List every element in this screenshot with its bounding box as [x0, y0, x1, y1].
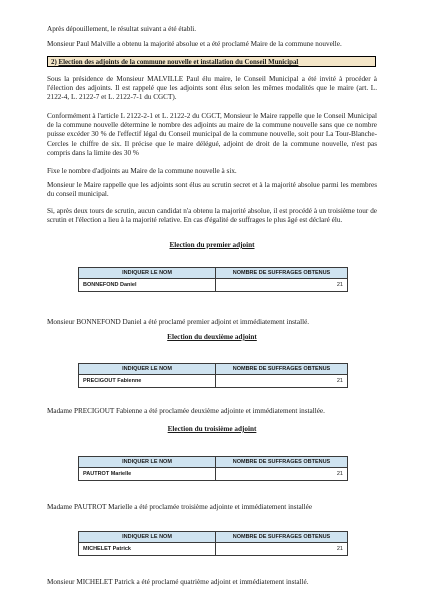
section-title: Election des adjoints de la commune nouvelle et installation du Conseil Municipal [58, 59, 299, 66]
paragraph-conformement: Conformément à l'article L 2122-2-1 et L. 2122-2 du CGCT, Monsieur le Maire rappelle que le Conseil Municipal de la commune nouvelle détermine le nombre des adjoints au maire de la commune nouvelle sans que ce nombre puisse excéder 30 % de l'effectif légal du Conseil municipal de la commune nouvelle, soit pour La Tour-Blanche-Cercles le chiffre de six. Il précise que le maire délégué, adjoint de droit de la commune nouvelle, n'est pas compris dans la limite des 30 % [47, 112, 377, 157]
section-number: 2) [51, 59, 57, 66]
paragraph-tours: Si, après deux tours de scrutin, aucun candidat n'a obtenu la majorité absolue, il est procédé à un troisième tour de scrutin et l'élection a lieu à la majorité relative. En cas d'égalité de suffrages le plus âgé est déclaré élu. [47, 207, 377, 225]
header-votes: NOMBRE DE SUFFRAGES OBTENUS [216, 364, 348, 375]
table-header-row [79, 364, 348, 375]
paragraph-scrutin: Monsieur le Maire rappelle que les adjoints sont élus au scrutin secret et à la majorité absolue parmi les membres du conseil municipal. [47, 181, 377, 199]
vote-table-quatrieme-adjoint [78, 531, 348, 556]
header-votes: NOMBRE DE SUFFRAGES OBTENUS [216, 532, 348, 543]
header-name: INDIQUER LE NOM [79, 364, 216, 375]
section-heading [47, 56, 376, 67]
proclamation-troisieme-adjoint: Madame PAUTROT Marielle a été proclamée troisième adjointe et immédiatement installée [47, 503, 313, 511]
header-votes: NOMBRE DE SUFFRAGES OBTENUS [216, 268, 348, 279]
paragraph-presidence: Sous la présidence de Monsieur MALVILLE Paul élu maire, le Conseil Municipal a été invité à procéder à l'élection des adjoints. Il est rappelé que les adjoints sont élus selon les mêmes modalités que le maire (art. L. 2122-4, L. 2122-7 et L. 2122-7-1 du CGCT). [47, 75, 377, 102]
candidate-votes: 21 [216, 279, 348, 292]
table-row [79, 279, 348, 292]
mayor-elected-text: Monsieur Paul Malville a obtenu la majorité absolue et a été proclamé Maire de la commune nouvelle. [47, 40, 342, 48]
vote-table-troisieme-adjoint [78, 456, 348, 481]
table-header-row [79, 532, 348, 543]
candidate-votes: 21 [216, 543, 348, 556]
table-row [79, 468, 348, 481]
header-votes: NOMBRE DE SUFFRAGES OBTENUS [216, 457, 348, 468]
heading-troisieme-adjoint: Election du troisième adjoint [167, 425, 257, 433]
header-name: INDIQUER LE NOM [79, 457, 216, 468]
candidate-name: MICHELET Patrick [79, 543, 216, 556]
proclamation-quatrieme-adjoint: Monsieur MICHELET Patrick a été proclamé quatrième adjoint et immédiatement installé. [47, 578, 309, 586]
header-name: INDIQUER LE NOM [79, 532, 216, 543]
paragraph-nombre-adjoints: Fixe le nombre d'adjoints au Maire de la commune nouvelle à six. [47, 167, 237, 175]
table-header-row [79, 457, 348, 468]
table-row [79, 375, 348, 388]
table-header-row [79, 268, 348, 279]
proclamation-premier-adjoint: Monsieur BONNEFOND Daniel a été proclamé premier adjoint et immédiatement installé. [47, 318, 310, 326]
vote-table-premier-adjoint [78, 267, 348, 292]
heading-deuxieme-adjoint: Election du deuxième adjoint [167, 333, 257, 341]
candidate-votes: 21 [216, 468, 348, 481]
intro-result-text: Après dépouillement, le résultat suivant a été établi. [47, 25, 197, 33]
candidate-name: BONNEFOND Daniel [79, 279, 216, 292]
candidate-votes: 21 [216, 375, 348, 388]
candidate-name: PRECIGOUT Fabienne [79, 375, 216, 388]
proclamation-deuxieme-adjoint: Madame PRECIGOUT Fabienne a été proclamée deuxième adjointe et immédiatement installée. [47, 407, 325, 415]
candidate-name: PAUTROT Marielle [79, 468, 216, 481]
table-row [79, 543, 348, 556]
header-name: INDIQUER LE NOM [79, 268, 216, 279]
vote-table-deuxieme-adjoint [78, 363, 348, 388]
heading-premier-adjoint: Election du premier adjoint [169, 241, 255, 249]
